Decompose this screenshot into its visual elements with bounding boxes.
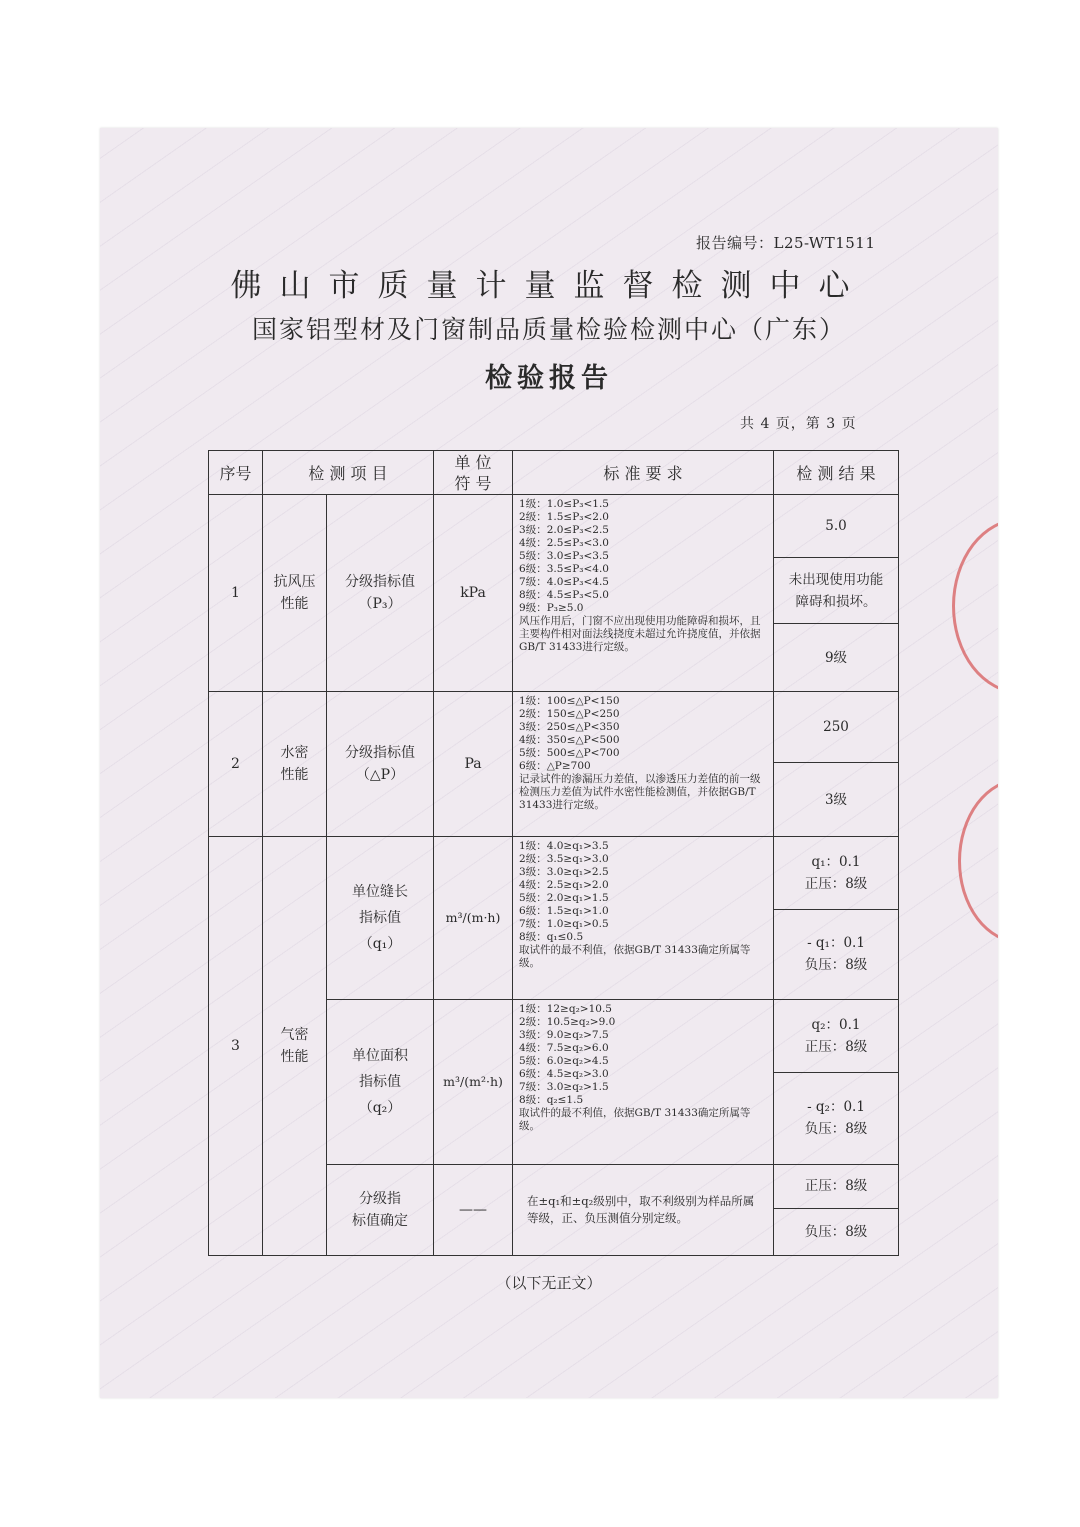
level-line: 7级：1.0≥q₁>0.5 xyxy=(519,918,609,931)
organization-subtitle: 国家铝型材及门窗制品质量检验检测中心（广东） xyxy=(251,315,846,344)
level-line: 4级：7.5≥q₂>6.0 xyxy=(519,1041,609,1054)
level-line: 4级：2.5≥q₁>2.0 xyxy=(519,879,609,892)
level-line: 6级：1.5≥q₁>1.0 xyxy=(519,905,609,918)
level-line: 5级：3.0≤P₃<3.5 xyxy=(519,550,609,563)
row2-subitem: 分级指标值 （△P） xyxy=(327,692,434,837)
standard-note: 取试件的最不利值，依据GB/T 31433确定所属等级。 xyxy=(519,1106,751,1132)
level-line: 9级：P₃≥5.0 xyxy=(519,602,584,615)
row2-unit: Pa xyxy=(434,692,513,837)
table-header-row xyxy=(209,451,899,495)
row3-item: 气密 性能 xyxy=(263,837,327,1256)
level-line: 1级：4.0≥q₁>3.5 xyxy=(519,840,609,853)
standard-note: 记录试件的渗漏压力差值，以渗透压力差值的前一级检测压力差值为试件水密性能检测值，并依据GB/T 31433进行定级。 xyxy=(519,773,761,812)
row3a-standard xyxy=(513,837,774,999)
level-line: 3级：250≤△P<350 xyxy=(519,721,620,734)
row2-result-value: 250 xyxy=(774,692,899,763)
row2-seq: 2 xyxy=(209,692,263,837)
level-line: 8级：q₂≤1.5 xyxy=(519,1093,584,1106)
level-line: 4级：2.5≤P₃<3.0 xyxy=(519,537,609,550)
row2-result-grade: 3级 xyxy=(774,763,899,837)
level-line: 8级：q₁≤0.5 xyxy=(519,931,584,944)
official-seal-stamp xyxy=(958,778,998,944)
row3a-result-negative: - q₁：0.1 负压：8级 xyxy=(774,909,899,999)
row3b-subitem: 单位面积 指标值 （q₂） xyxy=(327,999,434,1164)
row1-seq: 1 xyxy=(209,495,263,692)
level-line: 6级：4.5≥q₂>3.0 xyxy=(519,1067,609,1080)
row2-item: 水密 性能 xyxy=(263,692,327,837)
row3c-result-negative: 负压：8级 xyxy=(774,1208,899,1255)
level-line: 6级：△P≥700 xyxy=(519,760,591,773)
standard-note: 在±q₁和±q₂级别中，取不利级别为样品所属等级，正、负压测值分别定级。 xyxy=(527,1193,755,1225)
row3a-subitem: 单位缝长 指标值 （q₁） xyxy=(327,837,434,999)
header-item: 检 测 项 目 xyxy=(263,451,434,495)
level-line: 5级：2.0≥q₁>1.5 xyxy=(519,892,609,905)
level-line: 5级：500≤△P<700 xyxy=(519,747,620,760)
level-line: 2级：10.5≥q₂>9.0 xyxy=(519,1015,616,1028)
standard-note: 取试件的最不利值，依据GB/T 31433确定所属等级。 xyxy=(519,944,751,970)
level-line: 2级：3.5≥q₁>3.0 xyxy=(519,853,609,866)
level-line: 2级：1.5≤P₃<2.0 xyxy=(519,511,609,524)
row1-item: 抗风压 性能 xyxy=(263,495,327,692)
table-row xyxy=(209,837,899,909)
header-result: 检 测 结 果 xyxy=(774,451,899,495)
organization-title: 佛山市质量计量监督检测中心 xyxy=(230,268,868,304)
level-line: 5级：6.0≥q₂>4.5 xyxy=(519,1054,609,1067)
row1-result-value: 5.0 xyxy=(774,495,899,558)
row3c-result-positive: 正压：8级 xyxy=(774,1164,899,1208)
level-line: 6级：3.5≤P₃<4.0 xyxy=(519,563,609,576)
standard-note: 风压作用后，门窗不应出现使用功能障碍和损坏，且主要构件相对面法线挠度未超过允许挠度值，并依据GB/T 31433进行定级。 xyxy=(519,615,761,654)
row1-result-observation: 未出现使用功能 障碍和损坏。 xyxy=(774,558,899,624)
report-page xyxy=(100,128,998,1398)
end-of-text-note: （以下无正文） xyxy=(496,1274,602,1292)
level-line: 7级：3.0≥q₂>1.5 xyxy=(519,1080,609,1093)
row2-standard xyxy=(513,692,774,837)
row3c-standard xyxy=(513,1164,774,1255)
level-line: 3级：9.0≥q₂>7.5 xyxy=(519,1028,609,1041)
row3a-result-positive: q₁：0.1 正压：8级 xyxy=(774,837,899,909)
page-info: 共 4 页，第 3 页 xyxy=(740,416,857,432)
header-unit: 单 位 符 号 xyxy=(434,451,513,495)
table-row xyxy=(209,495,899,558)
level-line: 7级：4.0≤P₃<4.5 xyxy=(519,576,609,589)
document-title: 检验报告 xyxy=(485,363,613,394)
row3c-unit: —— xyxy=(434,1164,513,1255)
row3b-result-negative: - q₂：0.1 负压：8级 xyxy=(774,1072,899,1164)
level-line: 1级：12≥q₂>10.5 xyxy=(519,1002,612,1015)
row1-standard xyxy=(513,495,774,692)
row3b-unit: m³/(m²·h) xyxy=(434,999,513,1164)
row1-result-grade: 9级 xyxy=(774,624,899,692)
level-line: 3级：2.0≤P₃<2.5 xyxy=(519,524,609,537)
level-line: 2级：150≤△P<250 xyxy=(519,708,620,721)
table-row xyxy=(209,692,899,763)
level-line: 1级：1.0≤P₃<1.5 xyxy=(519,498,609,511)
level-line: 1级：100≤△P<150 xyxy=(519,695,620,708)
level-line: 8级：4.5≤P₃<5.0 xyxy=(519,589,609,602)
header-seq: 序号 xyxy=(209,451,263,495)
level-line: 4级：350≤△P<500 xyxy=(519,734,620,747)
official-seal-stamp xyxy=(952,518,998,694)
row3c-subitem: 分级指 标值确定 xyxy=(327,1164,434,1255)
row1-subitem: 分级指标值 （P₃） xyxy=(327,495,434,692)
row3b-result-positive: q₂：0.1 正压：8级 xyxy=(774,999,899,1072)
level-line: 3级：3.0≥q₁>2.5 xyxy=(519,866,609,879)
header-standard: 标 准 要 求 xyxy=(513,451,774,495)
row1-unit: kPa xyxy=(434,495,513,692)
row3-seq: 3 xyxy=(209,837,263,1256)
inspection-table xyxy=(208,450,899,1256)
row3b-standard xyxy=(513,999,774,1164)
row3a-unit: m³/(m·h) xyxy=(434,837,513,999)
report-number: 报告编号：L25-WT1511 xyxy=(696,234,876,252)
